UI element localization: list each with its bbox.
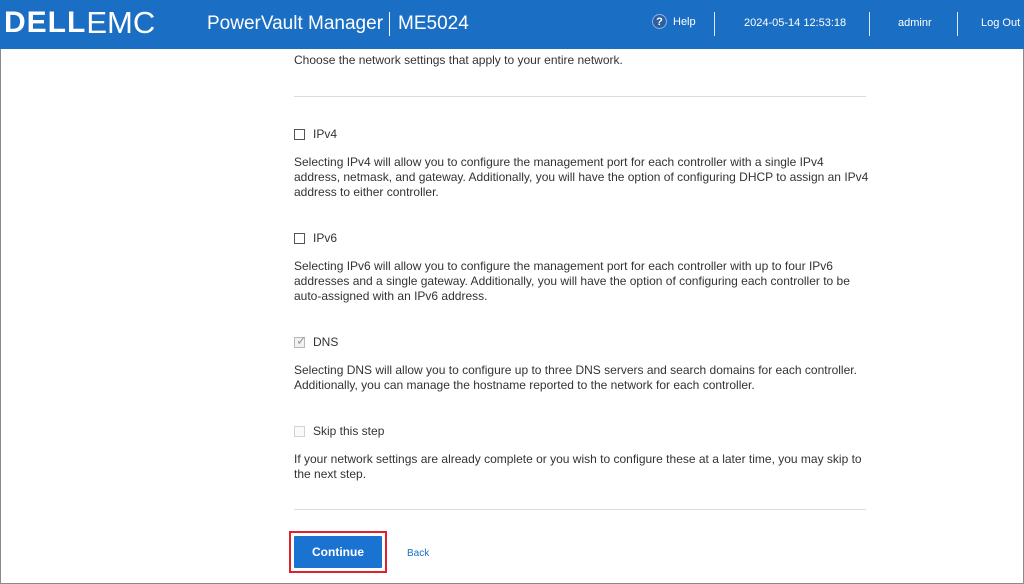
help-icon: ? [652, 14, 667, 29]
logo-dell-text: DELL [4, 6, 87, 39]
app-title: PowerVault Manager [207, 13, 384, 34]
ipv6-checkbox[interactable] [294, 233, 305, 244]
skip-label: Skip this step [313, 424, 385, 438]
footer-divider [294, 509, 866, 510]
system-datetime: 2024-05-14 12:53:18 [744, 17, 847, 29]
help-link[interactable] [652, 14, 696, 29]
current-user[interactable]: adminr [898, 17, 932, 29]
header-divider [869, 12, 870, 36]
option-skip[interactable] [294, 424, 384, 438]
ipv4-label: IPv4 [313, 127, 338, 141]
title-divider [389, 12, 390, 36]
option-ipv4[interactable] [294, 127, 337, 141]
skip-description: If your network settings are already complete or you wish to configure these at a later time, you may skip to the next step. [294, 452, 862, 481]
header-bar [0, 0, 1024, 49]
ipv4-checkbox[interactable] [294, 129, 305, 140]
option-dns[interactable] [294, 332, 339, 349]
option-ipv6[interactable] [294, 231, 337, 245]
dns-checkbox[interactable] [294, 332, 307, 348]
ipv6-label: IPv6 [313, 231, 338, 245]
header-divider [957, 12, 958, 36]
dell-emc-logo [4, 5, 155, 41]
back-link[interactable]: Back [407, 548, 430, 559]
checkmark-icon: ✓ [296, 332, 307, 348]
skip-checkbox[interactable] [294, 426, 305, 437]
dns-label: DNS [313, 335, 339, 349]
help-label: Help [673, 15, 696, 28]
system-model: ME5024 [398, 13, 469, 34]
ipv6-description: Selecting IPv6 will allow you to configure the management port for each controller with up to four IPv6 addresses and a single gateway. Additionally, you will have the option of configuring each controller to be auto-assigned with an IPv6 address. [294, 259, 850, 303]
logout-link[interactable]: Log Out [981, 17, 1021, 29]
section-divider [294, 96, 866, 97]
continue-button[interactable]: Continue [294, 536, 382, 568]
intro-text: Choose the network settings that apply to your entire network. [294, 53, 623, 67]
ipv4-description: Selecting IPv4 will allow you to configure the management port for each controller with a single IPv4 address, netmask, and gateway. Additionally, you will have the option of configuring DHCP to assign an IPv4 address to either controller. [294, 155, 869, 199]
logo-emc-text: EMC [86, 5, 156, 40]
dns-description: Selecting DNS will allow you to configure up to three DNS servers and search domains for each controller. Additionally, you can manage the hostname reported to the network for each controller. [294, 363, 857, 392]
header-divider [714, 12, 715, 36]
